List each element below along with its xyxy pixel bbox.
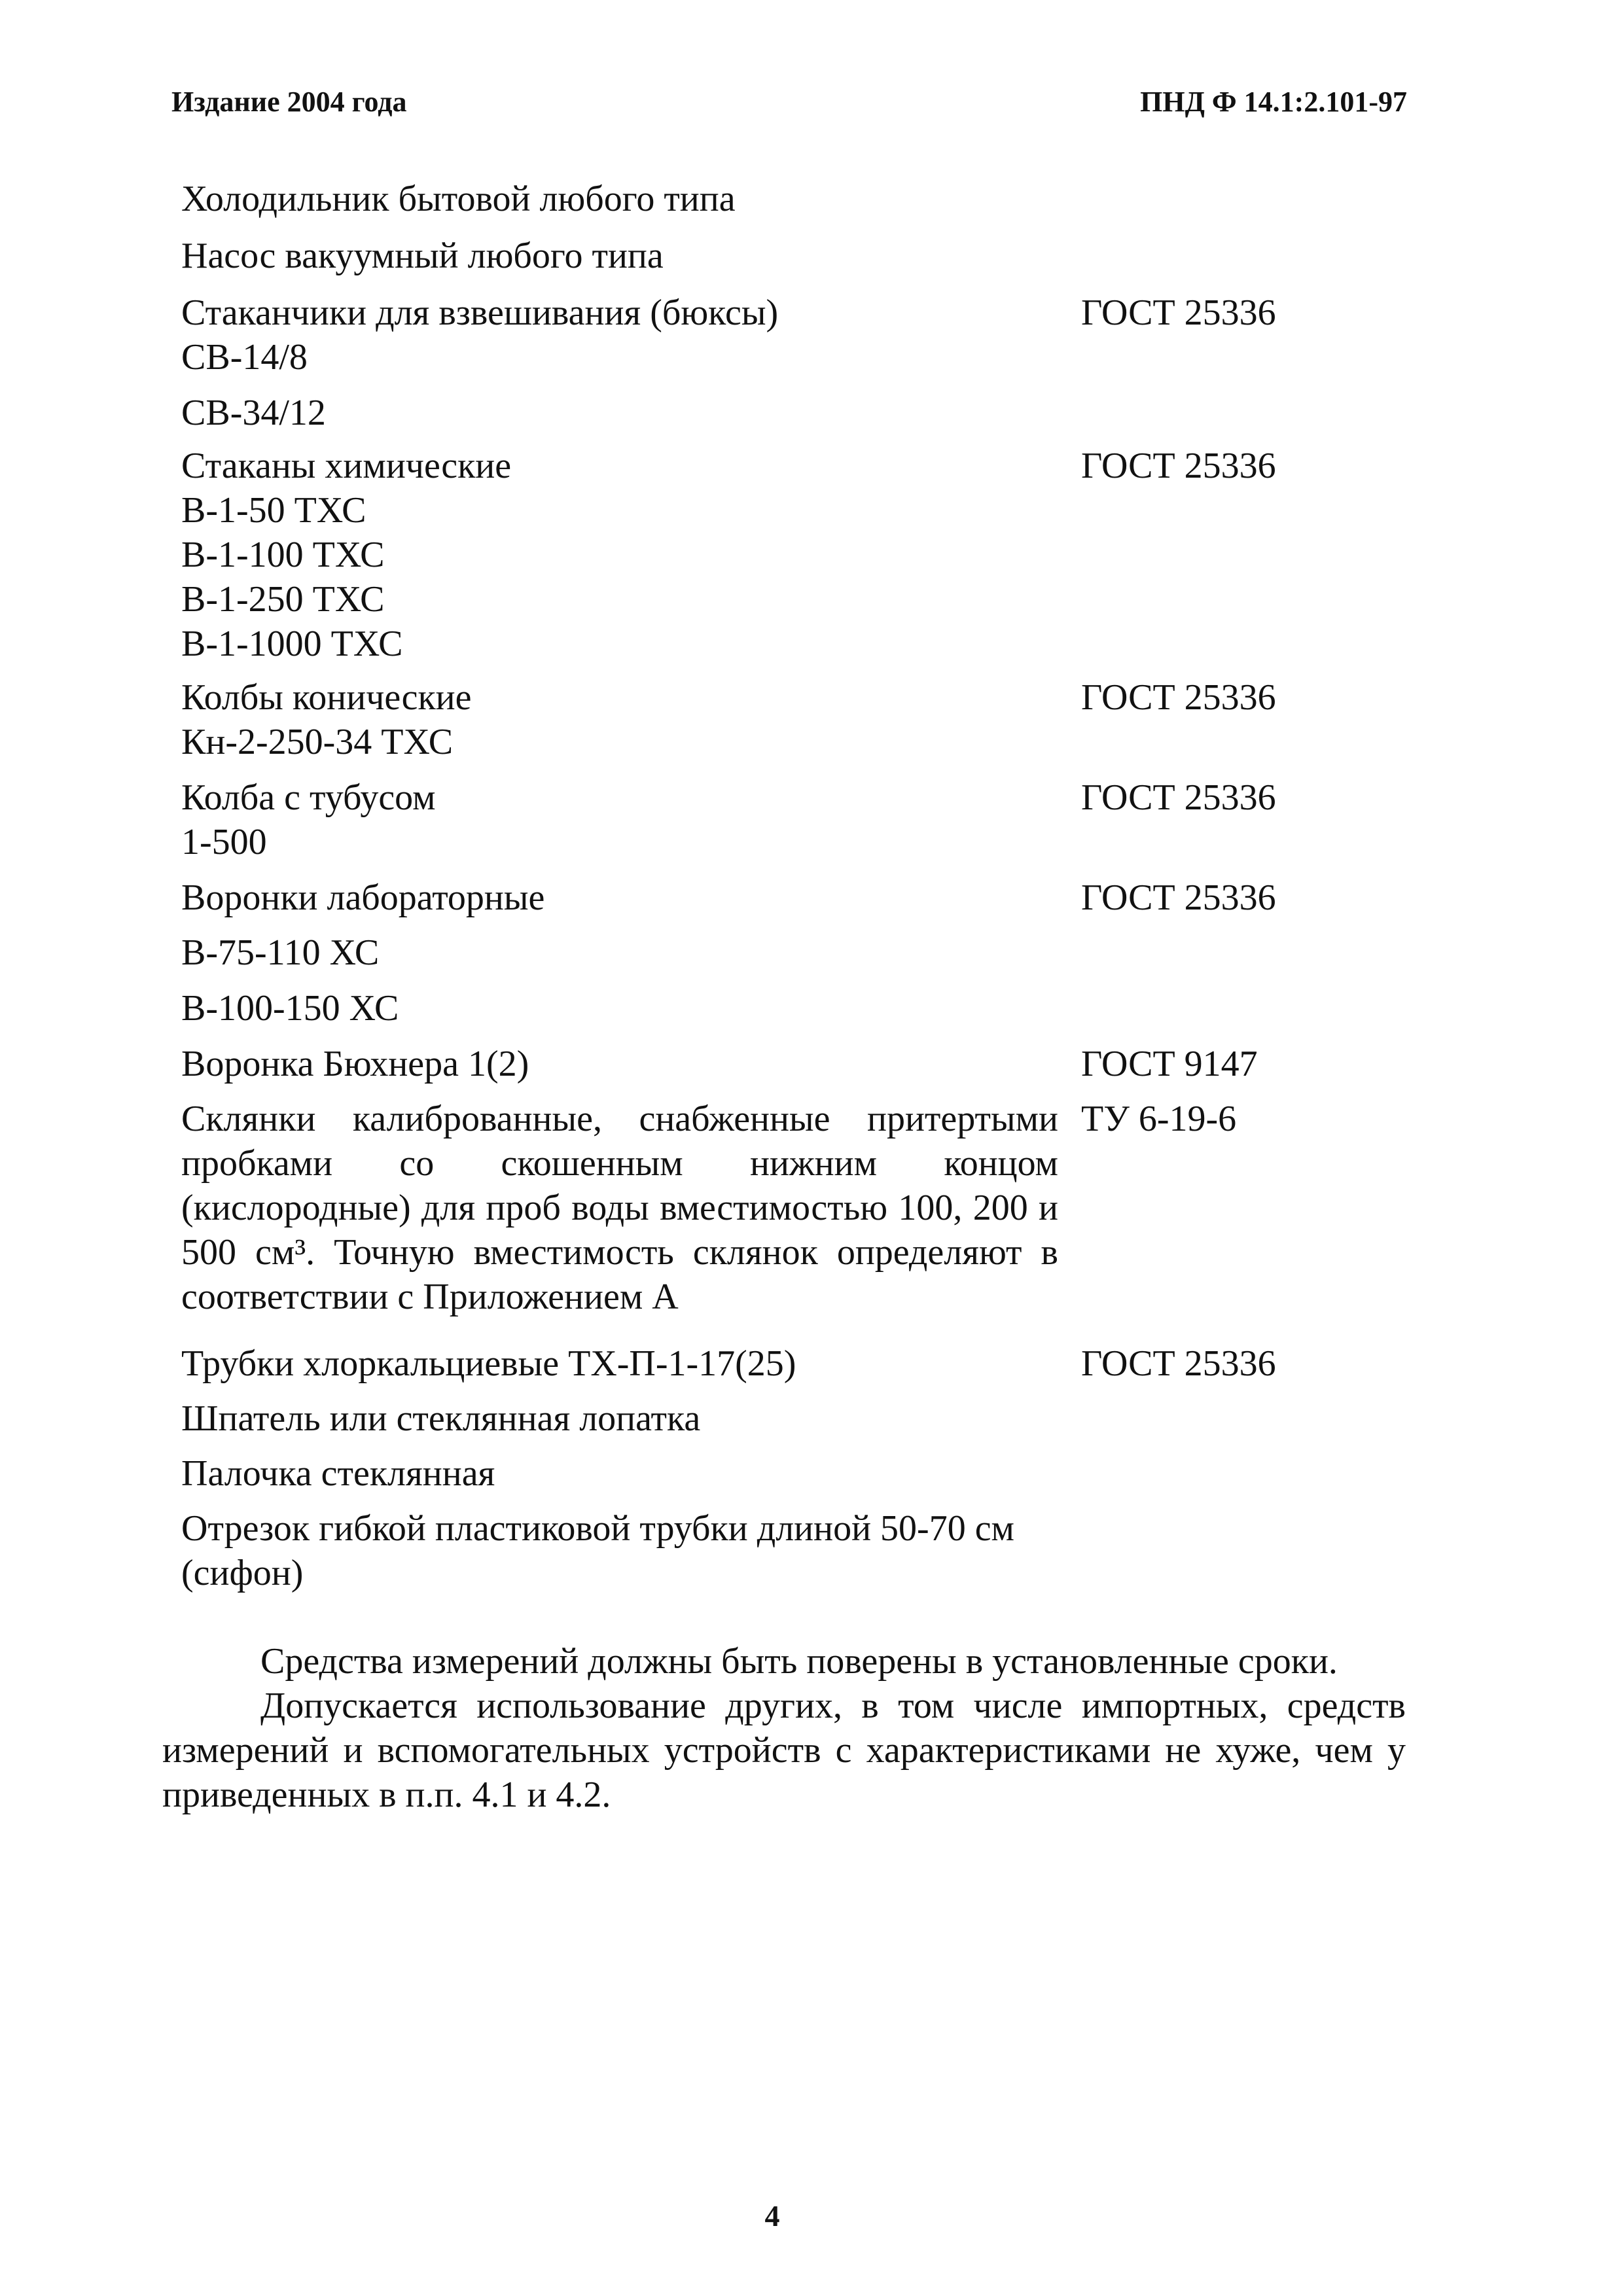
item-line: Трубки хлоркальциевые ТХ-П-1-17(25) [181, 1343, 796, 1384]
equipment-item [181, 930, 1457, 975]
item-line: В-75-110 ХС [181, 932, 380, 973]
item-line: В-1-100 ТХС [181, 535, 385, 575]
standard-reference: ГОСТ 9147 [1081, 1044, 1258, 1084]
paragraph: Средства измерений должны быть поверены в установленные сроки. [260, 1641, 1338, 1682]
equipment-item [181, 391, 1457, 435]
item-line: В-1-50 ТХС [181, 490, 366, 531]
equipment-item [181, 675, 1457, 764]
standard-reference: ТУ 6-19-6 [1081, 1099, 1237, 1139]
item-line: В-100-150 ХС [181, 988, 399, 1029]
standard-reference: ГОСТ 25336 [1081, 1343, 1276, 1384]
item-line: Стаканы химические [181, 446, 512, 486]
equipment-item [181, 1451, 1457, 1496]
standard-reference: ГОСТ 25336 [1081, 446, 1276, 486]
item-line: Воронки лабораторные [181, 877, 545, 918]
item-line: В-1-1000 ТХС [181, 624, 403, 664]
equipment-item [181, 1341, 1457, 1386]
page-number: 4 [764, 2199, 780, 2233]
equipment-item [181, 291, 1457, 380]
equipment-item [181, 875, 1457, 920]
item-line: Стаканчики для взвешивания (бюксы) [181, 292, 779, 333]
standard-reference: ГОСТ 25336 [1081, 777, 1276, 818]
item-line: Шпатель или стеклянная лопатка [181, 1398, 701, 1439]
item-line: Колба с тубусом [181, 777, 436, 818]
equipment-item [181, 986, 1457, 1031]
item-line: 1-500 [181, 822, 267, 862]
item-line: В-1-250 ТХС [181, 579, 385, 620]
item-line: Холодильник бытовой любого типа [181, 179, 736, 219]
edition-label: Издание 2004 года [171, 86, 407, 118]
item-line: Воронка Бюхнера 1(2) [181, 1044, 529, 1084]
equipment-item [181, 1097, 1457, 1319]
item-line: Палочка стеклянная [181, 1453, 495, 1494]
equipment-item [181, 1042, 1457, 1086]
equipment-item [181, 177, 1457, 221]
document-code: ПНД Ф 14.1:2.101-97 [1140, 86, 1407, 118]
item-line: (сифон) [181, 1553, 304, 1593]
standard-reference: ГОСТ 25336 [1081, 677, 1276, 718]
standard-reference: ГОСТ 25336 [1081, 877, 1276, 918]
item-description: Склянки калиброванные, снабженные притертыми пробками со скошенным нижним концом (кислородные) для проб воды вместимостью 100, 200 и 500 см³. Точную вместимость склянок определяют в соответствии с Приложением А [181, 1099, 1058, 1317]
equipment-item [181, 1506, 1457, 1595]
equipment-item [181, 444, 1457, 666]
standard-reference: ГОСТ 25336 [1081, 292, 1276, 333]
equipment-item [181, 1396, 1457, 1441]
body-text [162, 1639, 1406, 1817]
item-line: Колбы конические [181, 677, 472, 718]
paragraph: Допускается использование других, в том числе импортных, средств измерений и вспомогательных устройств с характеристиками не хуже, чем у приведенных в п.п. 4.1 и 4.2. [162, 1686, 1406, 1815]
item-line: Насос вакуумный любого типа [181, 236, 664, 276]
equipment-item [181, 775, 1457, 864]
item-line: СВ-34/12 [181, 393, 326, 433]
item-line: Кн-2-250-34 ТХС [181, 722, 454, 762]
item-line: Отрезок гибкой пластиковой трубки длиной 50-70 см [181, 1508, 1014, 1549]
equipment-item [181, 234, 1457, 278]
item-line: СВ-14/8 [181, 337, 308, 378]
